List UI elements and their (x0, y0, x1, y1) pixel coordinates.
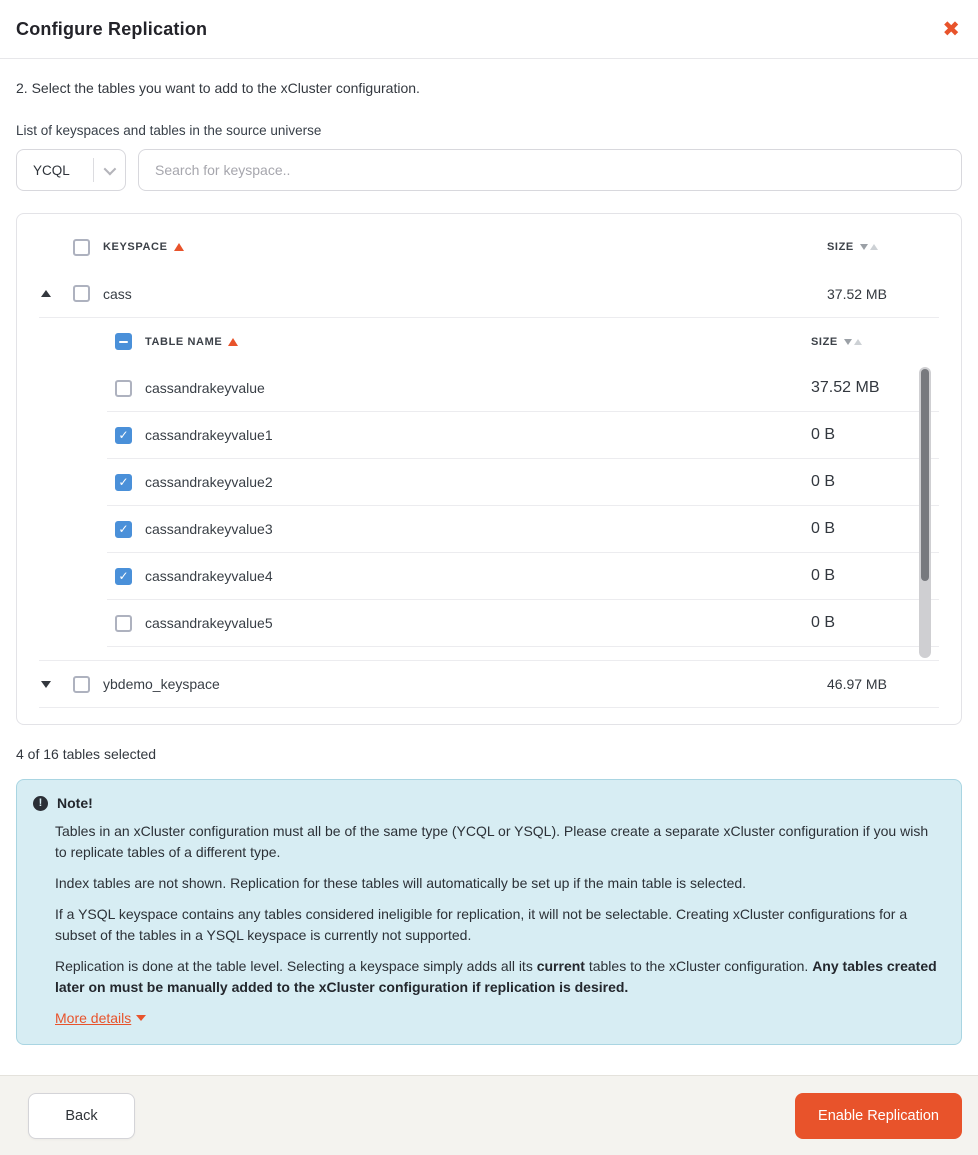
api-type-value: YCQL (33, 162, 70, 178)
keyspace-name: ybdemo_keyspace (103, 676, 220, 692)
select-all-checkbox[interactable] (73, 239, 90, 256)
sort-icon (844, 339, 862, 345)
scrollbar-thumb[interactable] (921, 369, 929, 581)
tables-scroll-area (107, 365, 939, 660)
selection-summary: 4 of 16 tables selected (16, 746, 157, 762)
table-row (107, 365, 939, 412)
modal-body (0, 59, 978, 1045)
column-header-size[interactable]: SIZE (811, 336, 939, 348)
expand-caret-icon[interactable] (39, 681, 73, 688)
sort-asc-icon (174, 243, 184, 251)
keyspace-table (16, 213, 962, 725)
column-header-keyspace[interactable]: KEYSPACE (103, 241, 827, 253)
table-name: cassandrakeyvalue5 (145, 615, 273, 631)
note-paragraph: If a YSQL keyspace contains any tables considered ineligible for replication, it will not be selectable. Creating xCluster configurations for a subset of the tables in a YSQL keyspace is currently not supported. (55, 906, 908, 943)
select-divider (93, 158, 94, 182)
keyspace-row-ybdemo (39, 660, 939, 708)
keyspace-size: 37.52 MB (827, 285, 887, 302)
table-name: cassandrakeyvalue3 (145, 521, 273, 537)
scrollbar[interactable] (919, 367, 931, 658)
table-size: 0 B (811, 520, 836, 537)
note-paragraph: Index tables are not shown. Replication for these tables will automatically be set up if the main table is selected. (55, 875, 747, 891)
filter-label: List of keyspaces and tables in the source universe (16, 123, 322, 138)
table-name: cassandrakeyvalue (145, 380, 265, 396)
modal-header (0, 0, 978, 59)
table-name: cassandrakeyvalue1 (145, 427, 273, 443)
tables-subtable (107, 318, 939, 660)
table-row (107, 506, 939, 553)
note-paragraph: Replication is done at the table level. Selecting a keyspace simply adds all its current tables to the xCluster configuration. Any tables created later on must be manually added to the xCluster configuration if replication is desired. (55, 958, 937, 995)
search-input[interactable] (138, 149, 962, 191)
table-size: 0 B (811, 614, 836, 631)
enable-replication-button[interactable]: Enable Replication (795, 1093, 962, 1139)
step-instruction: 2. Select the tables you want to add to the xCluster configuration. (16, 80, 420, 96)
info-icon: ! (33, 796, 48, 811)
row-checkbox[interactable] (115, 568, 132, 585)
row-checkbox[interactable] (115, 521, 132, 538)
table-size: 0 B (811, 567, 836, 584)
table-size: 37.52 MB (811, 379, 880, 396)
table-size: 0 B (811, 473, 836, 490)
note-paragraph: Tables in an xCluster configuration must all be of the same type (YCQL or YSQL). Please create a separate xCluster configuration if you wish to replicate tables of a different type. (55, 823, 929, 860)
collapse-caret-icon[interactable] (39, 290, 73, 297)
note-title: Note! (57, 795, 93, 811)
page-title: Configure Replication (16, 18, 208, 39)
keyspace-size: 46.97 MB (827, 676, 887, 692)
filter-row (16, 149, 962, 191)
table-row (107, 600, 939, 647)
keyspace-checkbox[interactable] (73, 285, 90, 302)
keyspace-name: cass (103, 285, 132, 302)
column-header-size[interactable]: SIZE (827, 241, 939, 253)
row-checkbox[interactable] (115, 474, 132, 491)
more-details-link[interactable]: More details (55, 1010, 146, 1026)
keyspace-checkbox[interactable] (73, 676, 90, 693)
modal-footer (0, 1075, 978, 1155)
api-type-select[interactable] (16, 149, 126, 191)
back-button[interactable]: Back (28, 1093, 135, 1139)
sort-icon (860, 244, 878, 250)
tables-subtable-header (107, 318, 939, 365)
chevron-down-icon (104, 162, 117, 175)
row-checkbox[interactable] (115, 615, 132, 632)
select-all-tables-checkbox[interactable] (115, 333, 132, 350)
keyspace-table-header (39, 224, 939, 270)
table-name: cassandrakeyvalue4 (145, 568, 273, 584)
keyspace-row-cass (39, 270, 939, 318)
note-callout (16, 779, 962, 1045)
row-checkbox[interactable] (115, 427, 132, 444)
column-header-table-name[interactable]: TABLE NAME (145, 336, 811, 348)
table-name: cassandrakeyvalue2 (145, 474, 273, 490)
caret-down-icon (136, 1015, 146, 1021)
table-row (107, 412, 939, 459)
row-checkbox[interactable] (115, 380, 132, 397)
table-row (107, 553, 939, 600)
table-size: 0 B (811, 426, 836, 443)
table-row (107, 459, 939, 506)
close-icon[interactable]: ✖ (942, 17, 960, 41)
sort-asc-icon (228, 338, 238, 346)
